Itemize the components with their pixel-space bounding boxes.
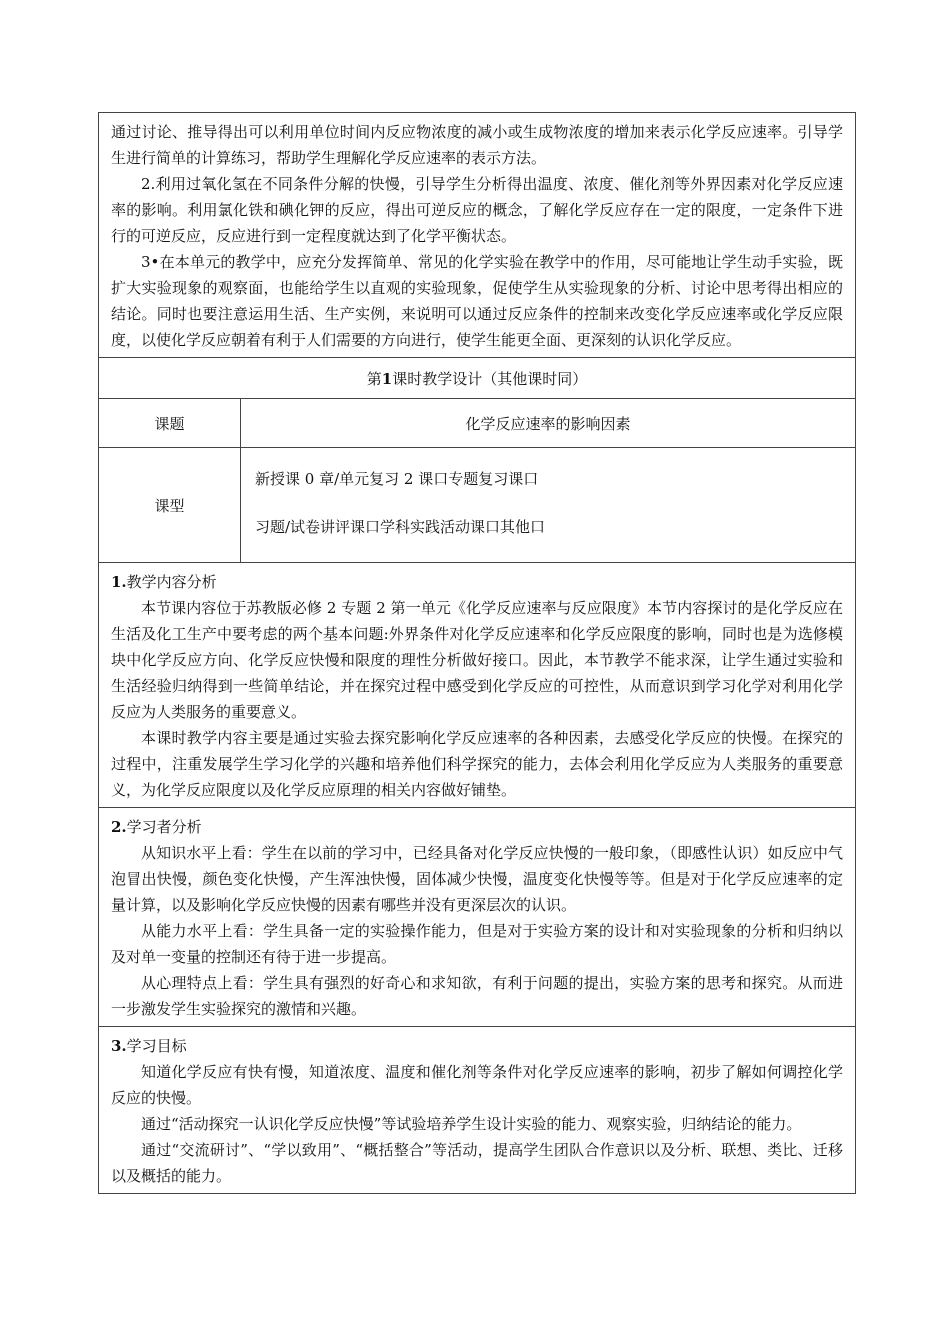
section-title-text: 学习者分析: [126, 818, 202, 836]
section-paragraph: 通过“活动探究一认识化学反应快慢”等试验培养学生设计实验的能力、观察实验，归纳结论的能力。: [141, 1115, 802, 1133]
lesson-plan-table: [98, 112, 856, 1194]
intro-block: [99, 113, 855, 357]
learner-analysis-row: [99, 808, 856, 1027]
section-title-text: 教学内容分析: [126, 573, 217, 591]
section-paragraph: 本节课内容位于苏教版必修 2 专题 2 第一单元《化学反应速率与反应限度》本节内容探讨的是化学反应在生活及化工生产中要考虑的两个基本问题:外界条件对化学反应速率和化学反应限度的影响，同时也是为选修模块中化学反应方向、化学反应快慢和限度的理性分析做好接口。因此，本节教学不能求深，让学生通过实验和生活经验归纳得到一些简单结论，并在探究过程中感受到化学反应的可控性，从而意识到学习化学对利用化学反应为人类服务的重要意义。: [111, 599, 844, 721]
intro-paragraph: 2.利用过氧化氢在不同条件分解的快慢，引导学生分析得出温度、浓度、催化剂等外界因素对化学反应速率的影响。利用氯化铁和碘化钾的反应，得出可逆反应的概念，了解化学反应存在一定的限度，一定条件下进行的可逆反应，反应进行到一定程度就达到了化学平衡状态。: [111, 175, 844, 245]
content-analysis-row: [99, 563, 856, 808]
intro-paragraph: 通过讨论、推导得出可以利用单位时间内反应物浓度的减小或生成物浓度的增加来表示化学反应速率。引导学生进行简单的计算练习，帮助学生理解化学反应速率的表示方法。: [111, 123, 844, 167]
lesson-type-line: 新授课 0 章/单元复习 2 课口专题复习课口: [255, 470, 539, 488]
lesson-type-row: [99, 448, 856, 563]
lesson-type-line: 习题/试卷讲评课口学科实践活动课口其他口: [255, 518, 546, 536]
section-paragraph: 通过“交流研讨”、“学以致用”、“概括整合”等活动，提高学生团队合作意识以及分析、联想、类比、迁移以及概括的能力。: [111, 1141, 844, 1185]
lesson-header-row: [99, 358, 856, 399]
section-paragraph: 从能力水平上看：学生具备一定的实验操作能力，但是对于实验方案的设计和对实验现象的分析和归纳以及对单一变量的控制还有待于进一步提高。: [111, 922, 844, 966]
section-title: [111, 1033, 843, 1059]
section-number: 3.: [111, 1037, 127, 1055]
section-paragraph: 本课时教学内容主要是通过实验去探究影响化学反应速率的各种因素，去感受化学反应的快慢。在探究的过程中，注重发展学生学习化学的兴趣和培养他们科学探究的能力，去体会利用化学反应为人类服务的重要意义，为化学反应限度以及化学反应原理的相关内容做好铺垫。: [111, 729, 844, 799]
section-number: 1.: [111, 573, 127, 591]
lesson-type-label: 课型: [99, 448, 241, 563]
learner-analysis-section: [99, 808, 855, 1026]
lesson-header-suffix: 课时教学设计（其他课时同）: [392, 369, 588, 388]
intro-row: [99, 113, 856, 358]
content-analysis-section: [99, 563, 855, 807]
section-number: 2.: [111, 818, 127, 836]
section-paragraph: 从知识水平上看：学生在以前的学习中，已经具备对化学反应快慢的一般印象，（即感性认识）如反应中气泡冒出快慢，颜色变化快慢，产生浑浊快慢，固体减少快慢，温度变化快慢等等。但是对于化学反应速率的定量计算，以及影响化学反应快慢的因素有哪些并没有更深层次的认识。: [111, 844, 844, 914]
objectives-row: [99, 1027, 856, 1194]
lesson-header-prefix: 第: [366, 369, 382, 388]
intro-paragraph: 3•在本单元的教学中，应充分发挥简单、常见的化学实验在教学中的作用，尽可能地让学生动手实验，既扩大实验现象的观察面，也能给学生以直观的实验现象，促使学生从实验现象的分析、讨论中思考得出相应的结论。同时也要注意运用生活、生产实例，来说明可以通过反应条件的控制来改变化学反应速率或化学反应限度，以使化学反应朝着有利于人们需要的方向进行，使学生能更全面、更深刻的认识化学反应。: [111, 253, 844, 349]
topic-row: [99, 399, 856, 448]
lesson-header: [99, 358, 856, 399]
lesson-header-number: 1: [381, 369, 393, 388]
section-title: [111, 569, 843, 595]
section-title: [111, 814, 843, 840]
topic-value: 化学反应速率的影响因素: [241, 399, 856, 448]
topic-label: 课题: [99, 399, 241, 448]
section-title-text: 学习目标: [126, 1037, 187, 1055]
section-paragraph: 知道化学反应有快有慢，知道浓度、温度和催化剂等条件对化学反应速率的影响，初步了解如何调控化学反应的快慢。: [111, 1063, 844, 1107]
lesson-type-cell: [241, 448, 856, 563]
objectives-section: [99, 1027, 855, 1193]
lesson-type-options: [241, 448, 855, 540]
section-paragraph: 从心理特点上看：学生具有强烈的好奇心和求知欲，有利于问题的提出，实验方案的思考和探究。从而进一步激发学生实验探究的激情和兴趣。: [111, 974, 844, 1018]
